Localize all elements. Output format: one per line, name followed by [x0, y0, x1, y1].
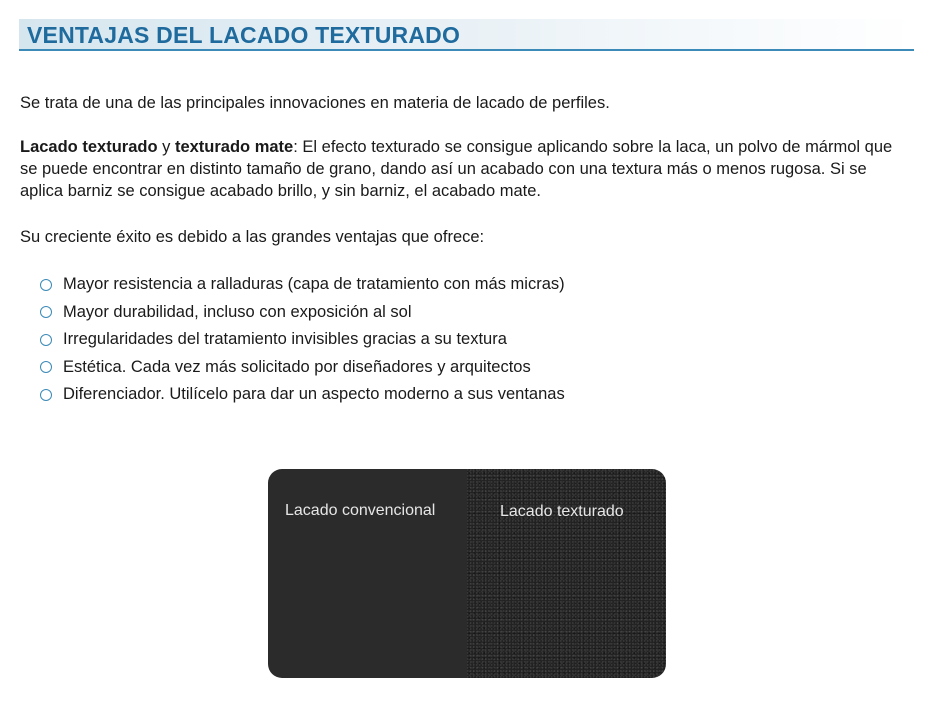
hollow-circle-icon [40, 306, 52, 318]
section-heading: VENTAJAS DEL LACADO TEXTURADO [27, 22, 461, 48]
hollow-circle-icon [40, 389, 52, 401]
list-item-text: Mayor resistencia a ralladuras (capa de tratamiento con más micras) [63, 275, 565, 294]
hollow-circle-icon [40, 361, 52, 373]
conventional-lacquer-swatch [268, 469, 467, 678]
term-lacado-texturado: Lacado texturado [20, 138, 158, 156]
textured-lacquer-label: Lacado texturado [500, 503, 624, 520]
list-item [40, 326, 565, 354]
conventional-lacquer-label: Lacado convencional [285, 502, 436, 519]
hollow-circle-icon [40, 334, 52, 346]
advantages-list [40, 271, 565, 409]
list-item [40, 381, 565, 409]
intro-paragraph: Se trata de una de las principales innovaciones en materia de lacado de perfiles. [20, 94, 610, 112]
term-texturado-mate: texturado mate [174, 138, 294, 156]
description-paragraph [20, 136, 900, 202]
list-item-text: Mayor durabilidad, incluso con exposición al sol [63, 302, 412, 321]
list-item [40, 354, 565, 382]
lacquer-comparison-image [268, 469, 666, 678]
textured-lacquer-swatch [467, 469, 666, 678]
hollow-circle-icon [40, 279, 52, 291]
list-item-text: Diferenciador. Utilícelo para dar un aspecto moderno a sus ventanas [63, 385, 565, 404]
section-heading-bar [19, 19, 914, 51]
connector-text: y [157, 138, 175, 156]
list-item [40, 271, 565, 299]
list-item-text: Estética. Cada vez más solicitado por diseñadores y arquitectos [63, 357, 531, 376]
list-item [40, 299, 565, 327]
advantages-intro: Su creciente éxito es debido a las grandes ventajas que ofrece: [20, 228, 485, 246]
list-item-text: Irregularidades del tratamiento invisibles gracias a su textura [63, 330, 507, 349]
description-text: : El efecto texturado se consigue aplicando sobre la laca, un polvo de mármol que se puede encontrar en distinto tamaño de grano, dando así un acabado con una textura más o menos rugosa. Si se aplica barniz se consigue acabado brillo, y sin barniz, el acabado mate. [20, 138, 893, 200]
